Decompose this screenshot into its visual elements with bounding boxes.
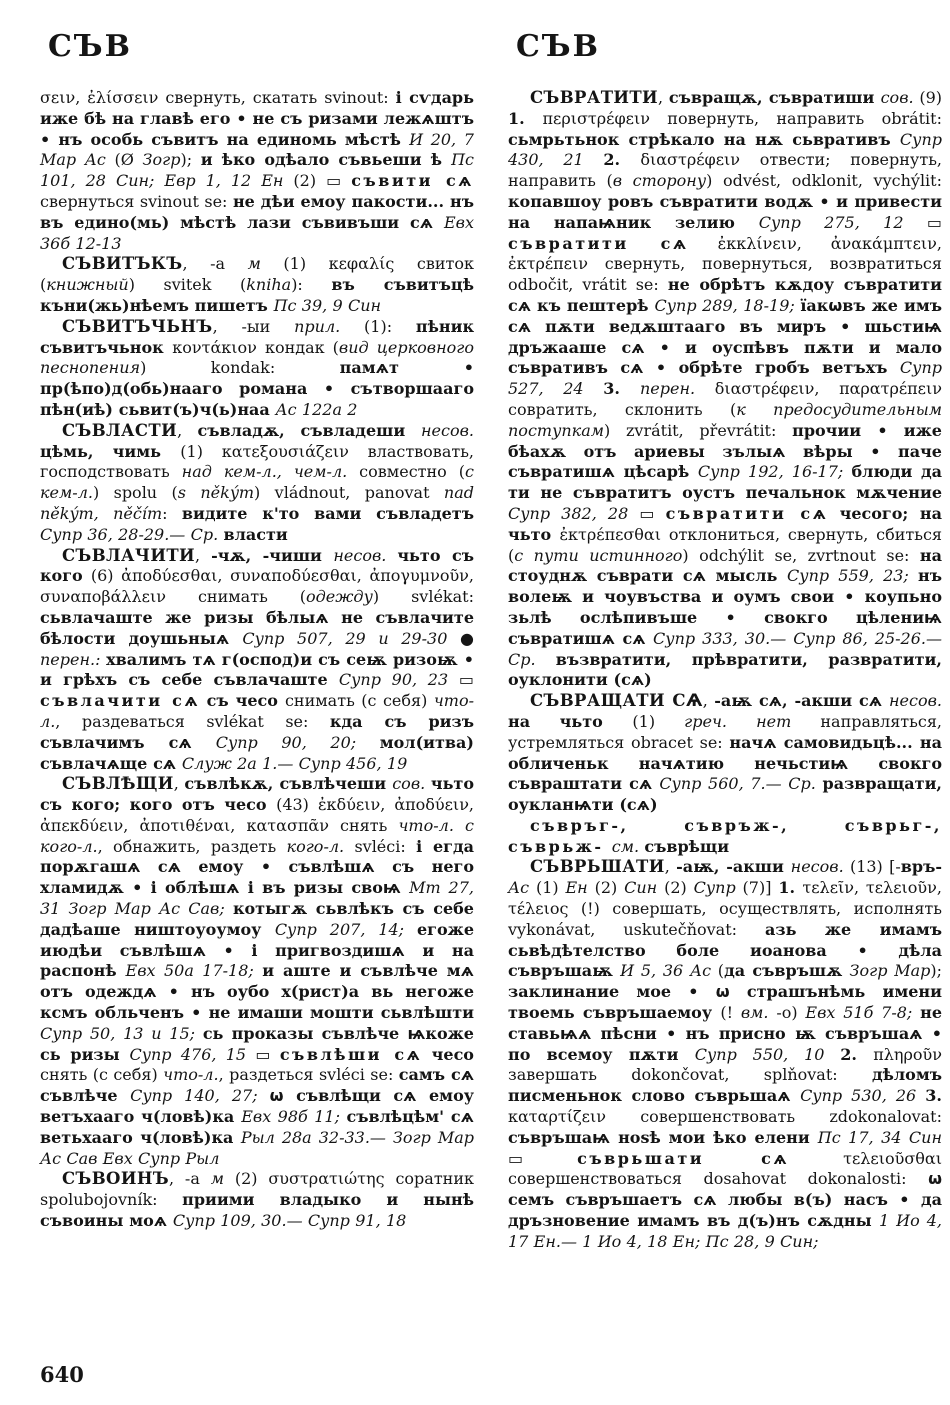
- text-segment: [789, 1149, 843, 1168]
- text-segment: (2): [587, 878, 625, 898]
- text-segment: сов.: [880, 88, 914, 107]
- text-segment: перен.: [640, 379, 696, 399]
- text-segment: 2.: [603, 150, 641, 170]
- text-segment: сьмрьтьнок стрѣкало на нѫ сьвративъ: [508, 129, 900, 149]
- text-segment: διαστρέφειν, παρατρέπειν: [714, 379, 942, 399]
- headword: СЪВЛѢЩИ: [62, 774, 174, 794]
- entry-suvlachiti: [40, 546, 474, 775]
- text-segment: ѡ семъ съвръшаетъ сѧ любы в(ъ) насъ • да дръзновение имамъ въ д(ъ)нъ сѫдны: [508, 1169, 942, 1231]
- text-segment: Супр 36, 28-29.— Ср.: [40, 524, 224, 544]
- text-segment: отклониться, свернуть, сбиться (: [508, 524, 942, 565]
- text-segment: Супр 476, 15: [129, 1044, 247, 1064]
- text-segment: несов.: [889, 691, 942, 711]
- text-segment: [422, 1045, 431, 1064]
- text-segment: , -а: [169, 1169, 211, 1189]
- text-segment: копавшоу ровъ съвратити водѫ • и привести на напаѩник зелию: [508, 191, 942, 232]
- page-number: 640: [40, 1362, 84, 1387]
- text-segment: Супр 140, 27;: [130, 1086, 258, 1106]
- text-segment: (9): [913, 88, 942, 107]
- text-segment: съвлѣкѫ, съвлѣчеши: [184, 774, 393, 794]
- text-segment: Зогр Мар: [849, 961, 931, 981]
- text-segment: съвладѫ, съвладеши: [197, 420, 421, 440]
- text-segment: отвести; повернуть, направить (: [508, 150, 942, 191]
- text-segment: ) odvést, odklonit, vychýlit:: [706, 171, 942, 191]
- text-segment: вм.: [740, 1003, 769, 1023]
- text-segment: [829, 504, 840, 523]
- text-segment: съврѣщи: [644, 836, 730, 856]
- text-segment: с пути истинного: [514, 545, 683, 565]
- text-segment: Супр 560, 7.— Ср.: [659, 774, 823, 794]
- text-segment: , раздеться svléci se:: [218, 1065, 399, 1085]
- continuation-svinuti: [40, 88, 474, 254]
- text-segment: самъ сѧ съвлѣче: [40, 1065, 475, 1106]
- text-segment: дѣломъ писменьнок слово съврьшаѧ: [508, 1065, 942, 1106]
- text-segment: заклинание мое • ѡ страшънѣмь имени твоемь съвръшаемоу: [508, 982, 942, 1023]
- text-segment: съвръшаѩ ноѕѣ мои ѣко елени: [508, 1127, 818, 1147]
- text-segment: видите к'то вами съвладетъ: [181, 503, 474, 523]
- text-segment: мол(итва) съвлачѧще сѧ: [40, 732, 474, 773]
- text-segment: не ставьѩѧ пѣсни • нъ присно ѭ съвръшаѧ • по всемоу пѫти: [508, 1003, 943, 1064]
- text-segment: съвлѣши сѧ: [279, 1044, 423, 1064]
- text-segment: греч. нет: [684, 711, 792, 731]
- text-segment: в сторону: [612, 171, 707, 191]
- column-right: [508, 30, 942, 1253]
- crossref-suvrug: [508, 816, 942, 858]
- text-segment: цѣмь, чимь: [40, 441, 181, 461]
- text-segment: (1): [260, 254, 329, 274]
- text-segment: :: [162, 503, 182, 523]
- text-segment: сов.: [392, 774, 426, 794]
- text-segment: Евх 98б 11;: [241, 1107, 340, 1127]
- text-segment: σειν, ἐλίσσειν: [40, 88, 166, 107]
- text-segment: (: [711, 961, 725, 981]
- text-segment: сь проказы съвлѣче ѩкоже сь ризы: [40, 1023, 474, 1064]
- text-segment: [584, 150, 604, 169]
- text-segment: Супр 275, 12: [758, 212, 904, 232]
- column-left-body: [40, 88, 474, 1232]
- text-segment: (13) [-: [843, 857, 901, 877]
- text-segment: чьто съ кого: [40, 545, 474, 586]
- text-segment: кда съ ризъ съвлачимъ сѧ: [40, 711, 474, 752]
- text-segment: ,: [195, 545, 212, 565]
- text-segment: И 5, 36 Ас: [620, 961, 712, 981]
- text-segment: пѣник съвитъчьнок: [40, 316, 474, 357]
- text-segment: ѡ съвлѣщи сѧ емоу ветъхааго ч(ловѣ)ка: [40, 1086, 474, 1127]
- text-segment: [254, 961, 262, 980]
- text-segment: вид церковного песнопения: [40, 337, 474, 378]
- text-segment: И 20, 7 Мар Ас: [40, 129, 474, 170]
- text-segment: что-л.: [163, 1065, 219, 1085]
- text-segment: повернуть, направить obrátit:: [667, 108, 942, 128]
- text-segment: завершать dokončovat, splňovat:: [508, 1065, 872, 1085]
- text-segment: 1.: [508, 108, 543, 128]
- text-segment: [258, 1086, 270, 1105]
- text-segment: м: [247, 254, 261, 274]
- text-segment: властвовать, господствовать: [40, 441, 474, 482]
- text-segment: ):: [291, 275, 332, 295]
- text-segment: [689, 234, 718, 253]
- text-segment: Ас: [508, 878, 530, 898]
- text-segment: Супр 289, 18-19;: [654, 295, 795, 315]
- text-segment: -аѭ, -акши: [676, 857, 791, 877]
- headword: СЪВЛАЧИТИ: [62, 545, 196, 565]
- text-segment: снимать (с себя): [284, 691, 434, 711]
- text-segment: с кем-л.: [40, 462, 474, 503]
- text-segment: ἀποδύεσθαι, συναποδύεσθαι, ἀπογυμνοῦν, συναποβάλλειν: [40, 566, 474, 607]
- text-segment: съврьшати сѧ: [577, 1148, 790, 1168]
- text-segment: Евх 50а 17-18;: [125, 961, 254, 981]
- text-segment: (1): [529, 878, 566, 898]
- text-segment: Супр 550, 10: [694, 1044, 825, 1064]
- text-segment: соратник spolubojovník:: [40, 1169, 474, 1210]
- text-segment: Супр 192, 16-17;: [697, 462, 844, 482]
- text-segment: (6): [90, 566, 122, 586]
- text-segment: [225, 899, 233, 918]
- text-segment: τελεῖν, τελειοῦν, τέλειος: [508, 878, 942, 919]
- entry-suvleshti: [40, 774, 474, 1169]
- text-segment: Супр 530, 26: [800, 1086, 917, 1106]
- text-segment: свиток (: [40, 254, 474, 295]
- text-segment: Супр 50, 13 и 15;: [40, 1023, 196, 1043]
- text-segment: συστρατιώτης: [268, 1169, 396, 1189]
- text-segment: ▭: [246, 1044, 280, 1064]
- text-segment: ἐκτρέπεσθαι: [559, 524, 669, 544]
- column-left: [40, 30, 474, 1232]
- text-segment: Ен: [565, 878, 588, 898]
- text-segment: ,: [177, 420, 198, 440]
- headword: СЪВИТЪЧЬНЪ: [62, 316, 213, 336]
- text-segment: развращати, оукланѩти (сѧ): [508, 774, 942, 815]
- text-segment: Ас 122а 2: [275, 399, 358, 419]
- text-segment: снимать (: [197, 587, 306, 607]
- text-segment: не дѣи емоу пакости... нъ въ едино(мь) мѣстѣ лази съвивъши сѧ: [40, 191, 474, 232]
- text-segment: да съвръшѫ: [724, 961, 850, 981]
- text-segment: совместно (: [347, 462, 466, 482]
- text-segment: съ чесо: [206, 691, 285, 711]
- text-segment: ▭: [448, 670, 475, 690]
- text-segment: несов.: [790, 857, 844, 877]
- text-segment: 3.: [603, 379, 640, 399]
- text-segment: (1):: [340, 316, 416, 336]
- text-segment: чесого; на чьто: [508, 503, 942, 544]
- text-segment: (43): [276, 795, 318, 815]
- text-segment: на стоуднѫ съврати сѧ мысль: [508, 545, 942, 586]
- text-segment: Супр 507, 29 и 29-30: [242, 628, 448, 648]
- text-segment: κοντάκιον: [172, 337, 265, 357]
- headword: СЪВРЬШАТИ: [530, 857, 665, 877]
- text-segment: книжный: [46, 275, 129, 295]
- text-segment: Евх 51б 7-8;: [805, 1003, 913, 1023]
- headword: СЪВЛАСТИ: [62, 420, 178, 440]
- text-segment: Супр 207, 14;: [274, 919, 405, 939]
- text-segment: і егда порѫгашѧ сѧ емоу • съвлѣшѧ съ него хламидѫ • і облѣшѧ і въ ризы своѩ: [40, 836, 474, 898]
- text-segment: 2.: [840, 1044, 874, 1064]
- text-segment: κατεξουσιάζειν: [221, 441, 368, 461]
- text-segment: Супр: [693, 878, 736, 898]
- text-segment: свернуть, скатать svinout:: [165, 88, 396, 107]
- text-segment: котыгѫ сьвлѣкъ съ себе дадѣаше ништоуоумоу: [40, 899, 474, 939]
- text-segment: памѧт • пр(ѣпо)д(обь)нааго романа • сътворшааго пѣн(иѣ) сьвит(ъ)ч(ь)наа: [40, 358, 474, 419]
- text-segment: (2) ▭: [283, 171, 352, 191]
- text-segment: 1 Ио 4, 17 Ен.— 1 Ио 4, 18 Ен; Пс 28, 9 Син;: [508, 1211, 942, 1251]
- text-segment: , обнажить, раздеть: [97, 836, 287, 856]
- text-segment: начѧ самовидьцѣ... на обличеньк начѧтию нечьстиѩ свокго съвраштати сѧ: [508, 732, 942, 794]
- text-segment: (!: [720, 1003, 741, 1023]
- text-segment: кондак (: [264, 337, 339, 357]
- text-segment: Син: [624, 878, 658, 898]
- text-segment: одежду: [306, 587, 373, 607]
- text-segment: несов.: [333, 545, 387, 565]
- text-segment: Супр 333, 30.— Супр 86, 25-26.— Ср.: [508, 628, 943, 669]
- text-segment: (2): [224, 1169, 269, 1189]
- text-segment: прил.: [294, 316, 341, 336]
- text-segment: съвращѫ, съвратиши: [668, 88, 881, 107]
- text-segment: [584, 379, 604, 398]
- text-segment: м: [210, 1169, 224, 1189]
- text-segment: [404, 920, 417, 939]
- entry-suvlasti: [40, 421, 474, 546]
- text-segment: прочии • иже бѣахѫ отъ ариевы зълыѧ вѣры • паче съвратишѧ цѣсарѣ: [508, 420, 942, 482]
- text-segment: -о): [768, 1003, 806, 1023]
- entry-suvratiti: [508, 88, 942, 691]
- text-segment: съвлѣцѣм' сѧ ветьхааго ч(ловѣ)ка: [40, 1107, 474, 1147]
- running-head-left: СЪВ: [48, 29, 132, 64]
- text-segment: -аѭ сѧ, -акши сѧ: [714, 691, 889, 711]
- text-segment: Рыл 28а 32-33.— Зогр Мар Ас Сав Евх Супр Рыл: [40, 1127, 474, 1168]
- text-segment: );: [180, 150, 201, 170]
- text-segment: не обрѣтъ кѫдоу съвратити сѧ къ пештерѣ: [508, 275, 942, 315]
- text-segment: и аште и съвлѣче мѧ отъ одеждѧ • нъ оубо х(рист)а вь негоже ксмъ обльченъ • не имаши мошти сьвлѣшти: [40, 961, 474, 1023]
- text-segment: їакѡвъ же имъ сѧ пѫти ведѫштааго въ миръ • шьстиѩ дръжааше сѧ • и оуспѣвъ пѫти и мало съвративъ сѧ • обрѣте гробъ ветъхъ: [508, 295, 942, 378]
- text-segment: ▭: [508, 1148, 578, 1168]
- text-segment: Супр 90, 23: [338, 670, 449, 690]
- column-right-body: [508, 88, 942, 1253]
- text-segment: съвратити сѧ: [665, 503, 829, 523]
- text-segment: над кем-л., чем-л.: [181, 462, 348, 482]
- text-segment: διαστρέφειν: [640, 150, 760, 170]
- text-segment: съвити сѧ: [351, 171, 474, 191]
- text-segment: ) spolu (: [92, 483, 178, 503]
- text-segment: снять: [340, 815, 399, 835]
- text-segment: (!) совершать, осуществлять, исполнять vykonávat, uskutečňovat:: [508, 899, 942, 939]
- entry-suvrushati: [508, 857, 942, 1252]
- text-segment: сьвлачаште же ризы бѣлыѧ не съвлачите бѣлости доушьныѧ: [40, 607, 474, 648]
- text-segment: несов.: [421, 420, 474, 440]
- entry-suvrashtati-se: [508, 691, 942, 816]
- text-segment: περιστρέφειν: [542, 108, 668, 128]
- text-segment: Мт 27, 31 Зогр Мар Ас Сав;: [40, 878, 474, 919]
- text-segment: ▭: [903, 212, 942, 232]
- text-segment: азь же имамъ сьвѣдѣтелство боле иоанова • дѣла съвръшаѭ: [508, 919, 942, 981]
- text-segment: Супр 527, 24: [508, 358, 942, 399]
- text-segment: kniha: [246, 275, 292, 295]
- text-segment: -чѫ, -чиши: [211, 545, 334, 565]
- text-segment: [195, 1024, 203, 1043]
- text-segment: πληροῦν: [873, 1044, 942, 1064]
- text-segment: [824, 1045, 840, 1064]
- text-segment: [386, 546, 397, 565]
- text-segment: Супр 109, 30.— Супр 91, 18: [172, 1211, 407, 1231]
- text-segment: чьто съ кого; кого отъ чесо: [40, 774, 475, 815]
- text-segment: ,: [173, 774, 185, 794]
- text-segment: Супр 382, 28: [508, 503, 629, 523]
- text-segment: что-л. с кого-л.: [40, 815, 474, 856]
- text-segment: хвалимъ тѧ г(оспод)и съ сеѭ ризоѭ • и грѣхъ съ себе съвлачаште: [40, 649, 474, 690]
- text-segment: на чьто: [508, 711, 633, 731]
- text-segment: καταρτίζειν: [508, 1107, 641, 1127]
- text-segment: κεφαλίς: [328, 254, 417, 274]
- text-segment: въ съвитъцѣ къни(жь)нѣемъ пишетъ: [40, 275, 474, 315]
- text-segment: ●: [447, 628, 474, 648]
- text-segment: , -ыи: [212, 316, 295, 336]
- text-segment: совершенствоваться dosahovat dokonalosti:: [508, 1169, 929, 1189]
- text-segment: 1.: [778, 878, 803, 898]
- text-segment: Супр 559, 23;: [787, 566, 909, 586]
- text-segment: (2): [657, 878, 694, 898]
- text-segment: ) svitek (: [128, 275, 247, 295]
- text-segment: ) svlékat:: [372, 587, 474, 607]
- running-head-right: СЪВ: [516, 29, 600, 64]
- headword: СЪВИТЪКЪ: [62, 254, 183, 274]
- headword: СЪВОИНЪ: [62, 1169, 169, 1189]
- text-segment: 3.: [925, 1086, 942, 1106]
- text-segment: , раздеваться svlékat se:: [55, 711, 330, 731]
- text-segment: ,: [664, 857, 677, 877]
- text-segment: [695, 379, 715, 398]
- text-segment: ) zvrátit, převrátit:: [604, 420, 793, 440]
- text-segment: ) odchýlit se, zvrtnout se:: [682, 545, 920, 565]
- text-segment: τελειοῦσθαι: [843, 1148, 942, 1168]
- text-segment: совратить, склонить (: [508, 399, 737, 419]
- text-segment: (Ø: [105, 150, 143, 170]
- entry-suvoinu: [40, 1169, 474, 1231]
- text-segment: власти: [223, 524, 288, 544]
- text-segment: что-л.: [40, 691, 475, 731]
- text-segment: приими владыко и нынѣ съвоины моѧ: [40, 1190, 475, 1231]
- text-segment: свернуть, повернуться, возвратиться odbočit, vrátit se:: [508, 254, 942, 295]
- text-segment: Служ 2а 1.— Супр 456, 19: [181, 753, 408, 773]
- text-segment: и ѣко одѣало съвьеши ѣ: [200, 150, 452, 170]
- text-segment: );: [930, 961, 942, 981]
- text-segment: svléci:: [344, 836, 417, 856]
- text-segment: совершенствовать zdokonalovat:: [640, 1107, 942, 1127]
- text-segment: ) kondak:: [140, 358, 340, 378]
- text-segment: егоже июдѣи съвлѣшѧ • і пригвоздишѧ и на распонѣ: [40, 919, 474, 981]
- text-segment: кого-л.: [286, 836, 345, 856]
- text-segment: ) vládnout, panovat: [254, 483, 444, 503]
- text-segment: снять (с себя): [40, 1065, 164, 1085]
- entry-suvituku: [40, 254, 474, 316]
- text-segment: (1): [180, 441, 222, 461]
- text-segment: чесо: [431, 1044, 474, 1064]
- text-segment: нъ волеѭ и чоувъства и оумъ свои • коупьно зьлѣ ослѣпивъше • свокго цѣлениѩ съвратишѧ сѧ: [508, 566, 942, 648]
- text-segment: Пс 101, 28 Син; Евр 1, 12 Ен: [40, 150, 475, 191]
- text-segment: Супр 90, 20;: [215, 732, 357, 752]
- text-segment: см.: [611, 836, 645, 856]
- text-segment: ,: [658, 88, 669, 107]
- text-segment: (1): [632, 711, 685, 731]
- text-segment: ἐκδύειν, ἀποδύειν, ἀπεκδύειν, ἀποτιθέναι, κατασπᾶν: [40, 795, 475, 835]
- text-segment: перен.:: [40, 649, 101, 669]
- text-segment: [356, 733, 380, 752]
- text-segment: [916, 1086, 925, 1105]
- text-segment: , -а: [182, 254, 248, 274]
- text-segment: Пс 39, 9 Син: [273, 295, 382, 315]
- text-segment: Пс 17, 34 Син: [817, 1127, 943, 1147]
- text-segment: ▭: [628, 503, 666, 523]
- text-segment: връ-: [900, 857, 942, 877]
- text-segment: [909, 566, 918, 585]
- text-segment: направляться, устремляться obracet se:: [508, 711, 943, 752]
- text-segment: блюди да ти не съвратитъ оустъ печальнок мѫчение: [508, 462, 942, 503]
- text-segment: ἐκκλίνειν, ἀνακάμπτειν, ἐκτρέπειν: [508, 233, 942, 274]
- text-segment: і сѵдарь иже бѣ на главѣ его • не съ ризами лежѧштъ • нъ особь съвитъ на единомь мѣстѣ: [40, 88, 474, 149]
- text-segment: Евх 36б 12-13: [40, 212, 474, 253]
- entry-suvituchinu: [40, 317, 474, 421]
- text-segment: съвръг-, съвръж-, съврьг-, съврьж-: [508, 815, 942, 856]
- text-segment: възвратити, прѣвратити, развратити, оуклонити (сѧ): [508, 649, 942, 690]
- text-segment: Супр 430, 21: [508, 129, 942, 170]
- text-segment: s někým: [177, 483, 255, 503]
- text-segment: (7)]: [735, 878, 779, 898]
- text-segment: ,: [702, 691, 715, 711]
- text-segment: съвлачити сѧ: [40, 691, 201, 711]
- text-segment: к предосудительным поступкам: [508, 399, 942, 440]
- text-segment: съвратити сѧ: [508, 233, 689, 253]
- headword: СЪВРАТИТИ: [530, 88, 659, 107]
- headword: СЪВРАЩАТИ СѦ: [530, 691, 703, 711]
- text-segment: nad někým, něčím: [40, 483, 474, 523]
- text-segment: [912, 1003, 920, 1022]
- text-segment: свернуться svinout se:: [40, 191, 233, 211]
- text-segment: Зогр: [142, 150, 181, 170]
